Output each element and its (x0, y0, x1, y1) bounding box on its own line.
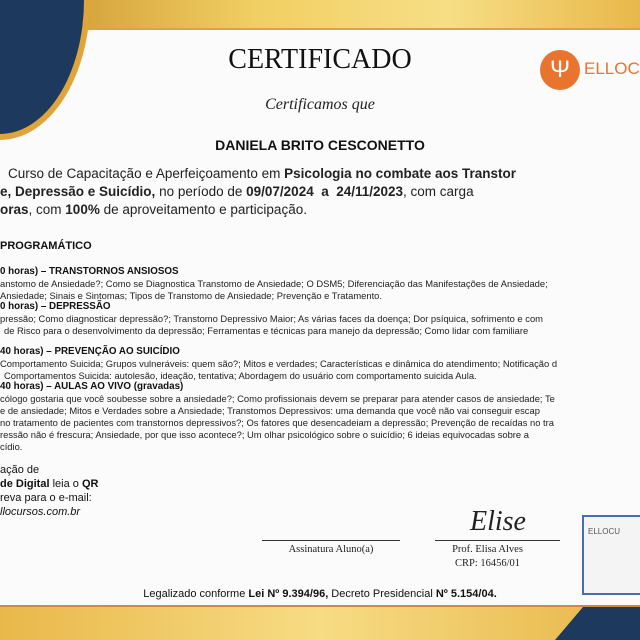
module-text: de Risco para o desenvolvimento da depressão; Ferramentas e técnicas para manejo da depressão; Como lidar com familiare (4, 325, 529, 336)
module-text: ressão não é frescura; Ansiedade, por que isso acontece?; Um olhar psicológico sobre o suicídio; 6 ideias equivocadas sobre a (0, 429, 529, 440)
intro-line-2: e, Depressão e Suicídio, no período de 09/07/2024 a 24/11/2023, com carga (0, 184, 474, 199)
module-text: cólogo gostaria que você soubesse sobre a ansiedade?; Como profissionais devem se preparar para atender casos de ansiedade; Te (0, 393, 555, 404)
module-title: 40 horas) – PREVENÇÃO AO SUICÍDIO (0, 346, 180, 357)
verification-line-2: de Digital leia o QR (0, 478, 99, 490)
program-heading: PROGRAMÁTICO (0, 240, 92, 252)
professor-crp: CRP: 16456/01 (454, 558, 521, 569)
module-title: 0 horas) – DEPRESSÃO (0, 301, 111, 312)
module-text: anstomo de Ansiedade?; Como se Diagnostica Transtomo de Ansiedade; O DSM5; Diferenciação das Manifestações de Ansiedade; (0, 278, 548, 289)
verification-line-1: ação de (0, 464, 40, 476)
module-text: Comportamento Suicida; Grupos vulneráveis: quem são?; Mitos e verdades; Características e dinâmica do atendimento; Notificação d (0, 358, 558, 369)
module-text: Ansiedade; Sinais e Sintomas; Tipos de Transtomo de Ansiedade; Prevenção e Tratamento. (0, 290, 382, 301)
module-title: 40 horas) – AULAS AO VIVO (gravadas) (0, 381, 184, 392)
module-text: pressão; Como diagnosticar depressão?; Transtomo Depressivo Maior; As várias faces da doença; Dor psíquica, sofrimento e com (0, 313, 543, 324)
logo-text: ELLOC (584, 59, 640, 78)
module-title: 0 horas) – TRANSTORNOS ANSIOSOS (0, 266, 179, 277)
module-text: Comportamentos Suicida: autolesão, ideação, tentativa; Abordagem do usuário com comportamento suicida Aula. (4, 370, 477, 381)
module-text: no tratamento de pacientes com transtornos depressivos?; Os fatores que desencadeiam a depressão; Prevenção de recaídas no tra (0, 417, 554, 428)
module-text: e de ansiedade; Mitos e Verdades sobre a Ansiedade; Transtomos Depressivos: uma demanda que você não vai conseguir escap (0, 405, 540, 416)
intro-line-3: oras, com 100% de aproveitamento e participação. (0, 202, 307, 217)
module-text: cídio. (0, 441, 23, 452)
professor-signature: Elise (470, 506, 526, 537)
student-signature-line (262, 540, 400, 541)
verification-line-3: reva para o e-mail: (0, 492, 92, 504)
top-decorative-band (0, 0, 640, 30)
bottom-decorative-band (0, 605, 640, 640)
certificate-title: CERTIFICADO (228, 44, 412, 75)
professor-name: Prof. Elisa Alves (452, 544, 523, 555)
certify-text: Certificamos que (265, 96, 375, 113)
psi-logo-icon: Ψ (540, 50, 580, 90)
student-name: DANIELA BRITO CESCONETTO (215, 137, 425, 153)
legal-footer: Legalizado conforme Lei Nº 9.394/96, Decreto Presidencial Nº 5.154/04. (143, 588, 497, 600)
institution-stamp: ELLOCU (582, 515, 640, 595)
intro-line-1: Curso de Capacitação e Aperfeiçoamento em Psicologia no combate aos Transtor (8, 166, 516, 181)
professor-signature-line (435, 540, 560, 541)
verification-email[interactable]: llocursos.com.br (0, 506, 81, 518)
student-signature-label: Assinatura Aluno(a) (288, 544, 374, 555)
